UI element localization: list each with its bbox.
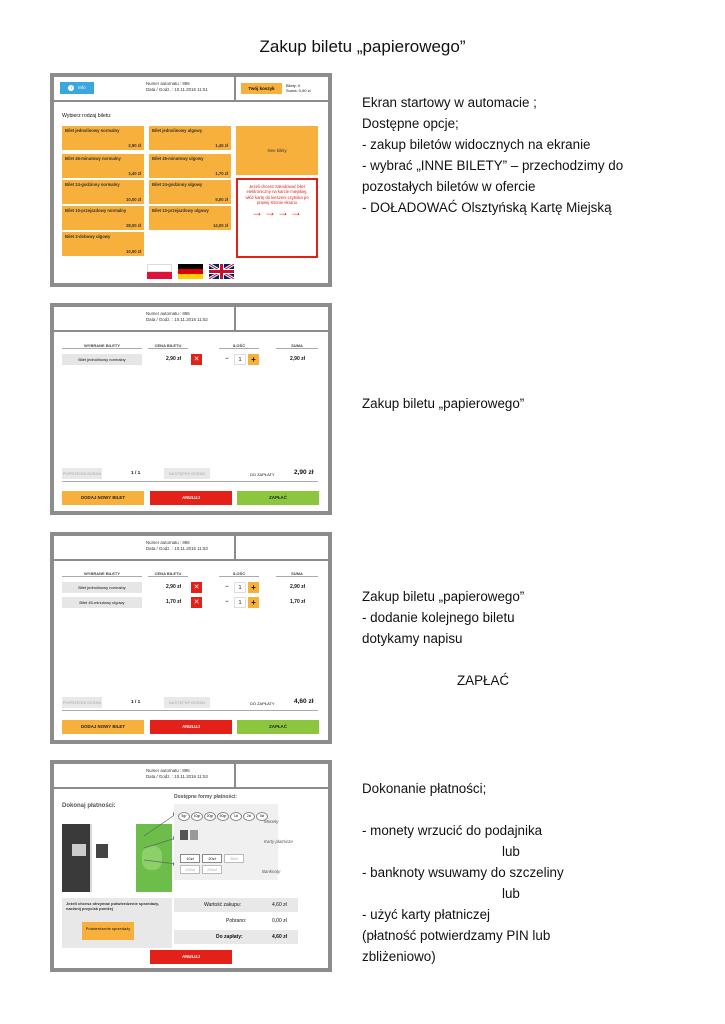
receipt-button[interactable]: Potwierdzenie sprzedaży (82, 922, 134, 940)
add-ticket-button[interactable]: DODAJ NOWY BILET (62, 720, 144, 734)
uk-flag-icon (209, 264, 234, 279)
ticket-price: 3,40 zł (128, 171, 141, 176)
description-line: lub (502, 886, 520, 901)
banknote-icon: 200zł (202, 865, 222, 874)
machine-info (146, 540, 208, 552)
ticket-button[interactable] (62, 206, 144, 230)
coin-icon: 50gr (217, 812, 229, 821)
coin-icon: 10gr (191, 812, 203, 821)
topay-value: 4,60 zł (272, 934, 288, 940)
description-line: - zakup biletów widocznych na ekranie (362, 137, 591, 152)
description-line: - monety wrzucić do podajnika (362, 823, 543, 838)
banknotes-label: Banknoty (262, 869, 281, 874)
description-line: Ekran startowy w automacie ; (362, 95, 537, 110)
col-price: CENA BILETU (148, 571, 188, 577)
collected-label: Pobrano: (226, 918, 247, 924)
ticket-price: 10,00 zł (126, 197, 141, 202)
ecard-info (236, 178, 318, 258)
description-line: - wybrać „INNE BILETY” – przechodzimy do (362, 158, 624, 173)
info-button[interactable] (60, 82, 94, 94)
cancel-button[interactable]: ANULUJ (150, 950, 232, 964)
description-add (362, 586, 524, 691)
plus-button[interactable]: + (248, 354, 259, 365)
cart-summary (286, 83, 310, 93)
description-payment (362, 778, 564, 967)
banknote-icon: 50zł (224, 854, 244, 863)
card-icon (180, 830, 188, 840)
machine-number: Numer automatu : 896 (146, 311, 190, 316)
ticket-name: Bilet jednolinowy ulgowy (152, 128, 203, 133)
remove-icon[interactable]: ✕ (191, 354, 202, 365)
machine-number: Numer automatu : 896 (146, 540, 190, 545)
ticket-price: 2,90 zł (166, 584, 182, 590)
col-sum: SUMA (276, 343, 318, 349)
coin-icon: 2zł (243, 812, 255, 821)
add-ticket-button[interactable]: DODAJ NOWY BILET (62, 491, 144, 505)
col-selected: WYBRANE BILETY (62, 343, 142, 349)
machine-number: Numer automatu : 896 (146, 81, 190, 86)
ticket-price: 1,45 zł (215, 143, 228, 148)
description-line: lub (502, 844, 520, 859)
ticket-name: Bilet 45-minutowy ulgowy (152, 156, 204, 161)
row-sum: 2,90 zł (290, 584, 306, 590)
coin-icon: 20gr (204, 812, 216, 821)
description-line: Zakup biletu „papierowego” (362, 589, 525, 604)
ticket-button[interactable] (62, 126, 144, 150)
screen-header (54, 764, 328, 789)
date-time: Data / Godz. : 10.11.2016 11:52 (146, 317, 208, 322)
col-qty: ILOŚĆ (219, 343, 259, 349)
ticket-name: Bilet 45-minutowy ulgowy (62, 597, 142, 608)
ticket-price: 28,00 zł (126, 223, 141, 228)
coin-icon: 1zł (230, 812, 242, 821)
date-time: Data / Godz. : 10.11.2016 11:53 (146, 546, 208, 551)
to-pay-label: DO ZAPŁATY (250, 701, 275, 706)
info-label: Info (78, 85, 86, 90)
page-title: Zakup biletu „papierowego” (259, 37, 466, 56)
to-pay-value: 4,60 zł (294, 698, 314, 705)
next-screen-button[interactable]: NASTĘPNY EKRAN (164, 697, 210, 708)
flag-pl-button[interactable] (147, 264, 172, 279)
to-pay-label: DO ZAPŁATY (250, 472, 275, 477)
minus-button[interactable]: − (225, 599, 229, 605)
screen-cart-2 (50, 532, 332, 744)
cancel-button[interactable]: ANULUJ (150, 491, 232, 505)
choose-ticket-label: Wybierz rodzaj biletu: (62, 113, 112, 119)
col-qty: ILOŚĆ (219, 571, 259, 577)
coin-icon: 5zł (256, 812, 268, 821)
ticket-price: 1,70 zł (166, 599, 182, 605)
info-icon: i (68, 85, 74, 91)
header-divider (234, 307, 236, 332)
arrows-icon: →→→→ (251, 205, 303, 220)
receipt-text: Jeżeli chcesz otrzymać potwierdzenie sprzedaży, naciśnij przycisk poniżej (66, 901, 160, 911)
col-selected: WYBRANE BILETY (62, 571, 142, 577)
ticket-name: Bilet 10-przejazdowy normalny (65, 208, 127, 213)
description-start (362, 92, 623, 218)
collected-value: 0,00 zł (272, 918, 287, 924)
screen-header (54, 307, 328, 332)
cart-tickets: Bilety: 0 (286, 83, 301, 88)
topay-label: Do zapłaty: (216, 934, 243, 940)
description-line: zbliżeniowo) (362, 949, 436, 964)
ticket-price: 1,70 zł (215, 171, 228, 176)
machine-info (146, 311, 208, 323)
header-divider (234, 77, 236, 102)
payment-title: Dokonaj płatności: (62, 803, 116, 809)
date-time: Data / Godz. : 10.11.2016 11:51 (146, 87, 208, 92)
next-screen-button[interactable]: NASTĘPNY EKRAN (164, 468, 210, 479)
divider (62, 481, 318, 482)
description-line: pozostałych biletów w ofercie (362, 179, 536, 194)
description-line (362, 799, 564, 820)
purchase-label: Wartość zakupu: (204, 902, 242, 908)
description-line: - użyć karty płatniczej (362, 907, 490, 922)
row-sum: 1,70 zł (290, 599, 306, 605)
ticket-name: Bilet 45-minutowy normalny (65, 156, 121, 161)
ticket-name: Bilet jednolinowy normalny (65, 128, 120, 133)
card-icon (190, 830, 198, 840)
plus-button[interactable]: + (248, 582, 259, 593)
ticket-name: Bilet 3-dobowy ulgowy (65, 234, 111, 239)
screen-start (50, 73, 332, 287)
ticket-button[interactable] (149, 126, 231, 150)
col-sum: SUMA (276, 571, 318, 577)
page-indicator: 1 / 1 (131, 471, 141, 476)
description-line: Dostępne opcje; (362, 116, 459, 131)
ticket-name: Bilet 24-godzinny ulgowy (152, 182, 203, 187)
date-time: Data / Godz. : 10.11.2016 11:53 (146, 774, 208, 779)
banknote-icon: 20zł (202, 854, 222, 863)
remove-icon[interactable]: ✕ (191, 597, 202, 608)
col-price: CENA BILETU (148, 343, 188, 349)
page-indicator: 1 / 1 (131, 700, 141, 705)
ticket-button[interactable] (62, 154, 144, 178)
ticket-name: Bilet jednolinowy normalny (62, 354, 142, 365)
header-divider (234, 536, 236, 561)
machine-number: Numer automatu : 896 (146, 768, 190, 773)
plus-button[interactable]: + (248, 597, 259, 608)
description-cart (362, 393, 524, 414)
pay-button[interactable]: ZAPŁAĆ (237, 720, 319, 734)
ticket-price: 5,00 zł (215, 197, 228, 202)
ecard-text: Jeżeli chcesz zakodować bilet elektroniczny na karcie miejskiej, włóż kartę do kieszeni czytnika po prawej stronie ekranu (245, 184, 309, 205)
ticket-button[interactable] (149, 154, 231, 178)
description-line (362, 649, 524, 670)
coin-icon: 5gr (178, 812, 190, 821)
flag-de-button[interactable] (178, 264, 203, 279)
ticket-name: Bilet jednolinowy normalny (62, 582, 142, 593)
description-line: (płatność potwierdzamy PIN lub (362, 928, 551, 943)
machine-info (146, 81, 208, 93)
cards-label: Karty płatnicze (264, 839, 293, 844)
prev-screen-button[interactable]: POPRZEDNI EKRAN (62, 468, 102, 479)
screen-header (54, 77, 328, 102)
banknote-icon: 100zł (180, 865, 200, 874)
ticket-price: 2,90 zł (166, 356, 182, 362)
ticket-price: 10,00 zł (126, 249, 141, 254)
screen-cart-1 (50, 303, 332, 515)
description-line: Zakup biletu „papierowego” (362, 396, 525, 411)
cancel-button[interactable]: ANULUJ (150, 720, 232, 734)
cart-button[interactable]: Twój koszyk (241, 83, 282, 94)
other-tickets-button[interactable]: Inne bilety (236, 126, 318, 175)
divider (62, 710, 318, 711)
ticket-price: 2,90 zł (128, 143, 141, 148)
description-line: Dokonanie płatności; (362, 781, 487, 796)
description-line: - banknoty wsuwamy do szczeliny (362, 865, 564, 880)
description-line: - dodanie kolejnego biletu (362, 610, 515, 625)
prev-screen-button[interactable]: POPRZEDNI EKRAN (62, 697, 102, 708)
ticket-button[interactable] (62, 232, 144, 256)
screen-header (54, 536, 328, 561)
ticket-button[interactable] (62, 180, 144, 204)
payment-forms-title: Dostępne formy płatności: (174, 794, 238, 800)
ticket-price: 14,00 zł (213, 223, 228, 228)
cart-sum: Suma: 0,00 zł (286, 88, 311, 93)
screen-payment (50, 760, 332, 972)
remove-icon[interactable]: ✕ (191, 582, 202, 593)
ticket-name: Bilet 24-godzinny normalny (65, 182, 120, 187)
ticket-button[interactable] (149, 180, 231, 204)
ticket-button[interactable] (149, 206, 231, 230)
machine-info (146, 768, 208, 780)
minus-button[interactable]: − (225, 584, 229, 590)
quantity-value: 1 (234, 582, 246, 593)
to-pay-value: 2,90 zł (294, 469, 314, 476)
quantity-value: 1 (234, 597, 246, 608)
quantity-value: 1 (234, 354, 246, 365)
description-line: ZAPŁAĆ (457, 673, 510, 688)
flag-uk-button[interactable] (209, 264, 234, 279)
pay-button[interactable]: ZAPŁAĆ (237, 491, 319, 505)
coins-label: Monety (264, 819, 279, 824)
minus-button[interactable]: − (225, 356, 229, 362)
receipt-panel (62, 898, 172, 948)
description-line: - DOŁADOWAĆ Olsztyńską Kartę Miejską (362, 200, 612, 215)
ticket-name: Bilet 10-przejazdowy ulgowy (152, 208, 209, 213)
row-sum: 2,90 zł (290, 356, 306, 362)
purchase-value: 4,60 zł (272, 902, 287, 908)
description-line: dotykamy napisu (362, 631, 463, 646)
header-divider (234, 764, 236, 789)
banknote-icon: 10zł (180, 854, 200, 863)
